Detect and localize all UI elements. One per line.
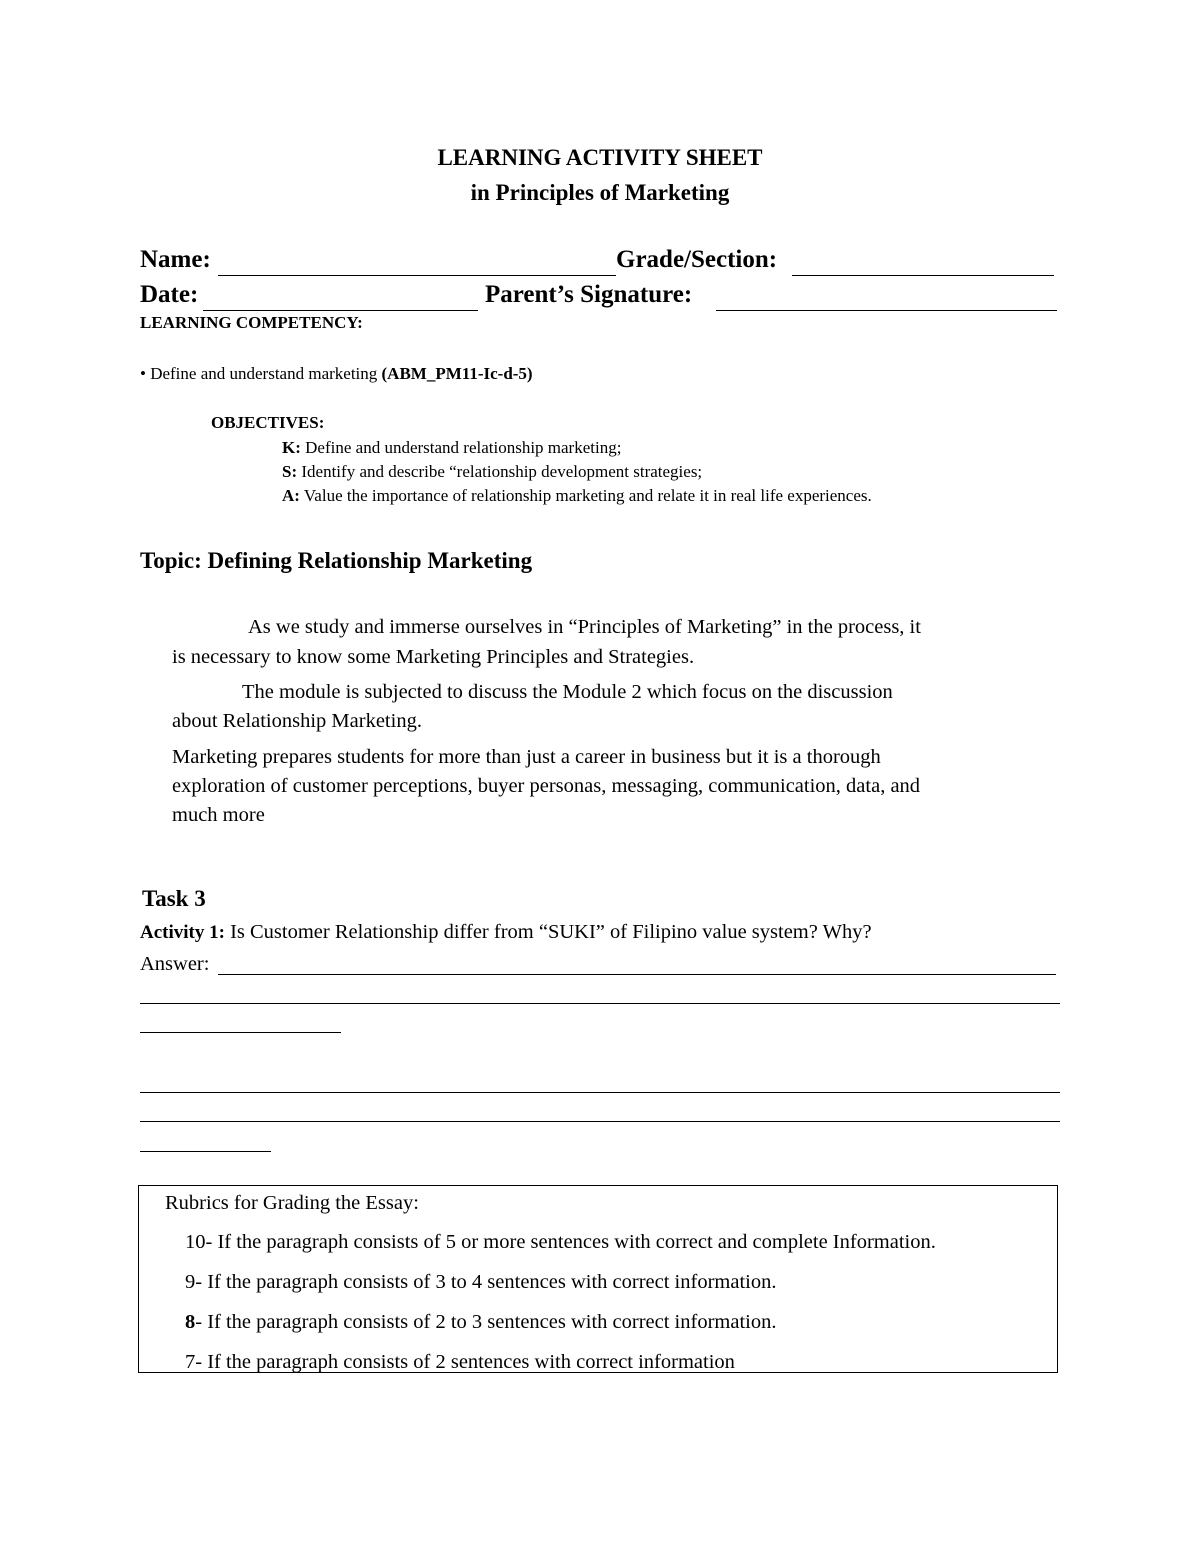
rubric-text: - If the paragraph consists of 2 to 3 sentences with correct information.	[195, 1311, 777, 1333]
intro-p3-line1: Marketing prepares students for more than just a career in business but it is a thorough	[172, 746, 881, 768]
rubric-score: 8	[185, 1311, 196, 1333]
objective-text: Identify and describe “relationship development strategies;	[301, 462, 703, 481]
answer-line[interactable]	[140, 1003, 1060, 1004]
bullet-icon: •	[140, 364, 146, 383]
date-field-line[interactable]	[203, 310, 478, 311]
sheet-subtitle: in Principles of Marketing	[470, 180, 730, 205]
date-label: Date:	[140, 281, 199, 308]
task-heading: Task 3	[142, 886, 206, 911]
objective-key: S:	[282, 462, 298, 481]
name-field-line[interactable]	[218, 275, 616, 276]
rubric-text: - If the paragraph consists of 3 to 4 sentences with correct information.	[195, 1271, 777, 1293]
parent-signature-field-line[interactable]	[716, 310, 1057, 311]
activity-label: Activity 1:	[140, 922, 225, 943]
objective-key: A:	[282, 486, 300, 505]
intro-p3-line2: exploration of customer perceptions, buyer personas, messaging, communication, data, and	[172, 775, 921, 797]
answer-line[interactable]	[140, 1092, 1060, 1093]
activity-question	[140, 921, 872, 944]
objective-text: Value the importance of relationship marketing and relate it in real life experiences.	[303, 486, 872, 505]
rubric-item	[185, 1231, 936, 1254]
objective-a	[282, 486, 872, 506]
objectives-heading: OBJECTIVES:	[211, 413, 325, 432]
rubric-score: 9	[185, 1271, 196, 1293]
objective-key: K:	[282, 438, 301, 457]
name-label: Name:	[140, 246, 211, 273]
answer-line[interactable]	[140, 1151, 271, 1152]
rubric-text: - If the paragraph consists of 2 sentences with correct information	[195, 1351, 735, 1373]
objective-text: Define and understand relationship marketing;	[305, 438, 622, 457]
competency-code: (ABM_PM11-Ic-d-5)	[381, 364, 533, 383]
competency-item	[140, 364, 533, 384]
grade-section-label: Grade/Section:	[616, 246, 778, 273]
rubric-item	[185, 1311, 776, 1334]
parent-signature-label: Parent’s Signature:	[485, 281, 693, 308]
answer-line[interactable]	[140, 1032, 341, 1033]
intro-p1-line1: As we study and immerse ourselves in “Principles of Marketing” in the process, it	[248, 616, 921, 638]
objective-s	[282, 462, 702, 482]
rubrics-heading: Rubrics for Grading the Essay:	[165, 1192, 419, 1214]
activity-text: Is Customer Relationship differ from “SUKI” of Filipino value system? Why?	[230, 921, 872, 943]
intro-p1-line2: is necessary to know some Marketing Principles and Strategies.	[172, 646, 695, 668]
intro-p3-line3: much more	[172, 804, 265, 826]
rubric-score: 7	[185, 1351, 196, 1373]
topic-heading: Topic: Defining Relationship Marketing	[140, 548, 533, 573]
rubrics-box	[138, 1185, 1058, 1373]
answer-line[interactable]	[140, 1121, 1060, 1122]
rubric-score: 10	[185, 1231, 206, 1253]
competency-heading: LEARNING COMPETENCY:	[140, 313, 363, 332]
rubric-item	[185, 1271, 776, 1294]
grade-section-field-line[interactable]	[792, 275, 1054, 276]
answer-line[interactable]	[218, 974, 1056, 975]
intro-p2-line1: The module is subjected to discuss the Module 2 which focus on the discussion	[242, 681, 893, 703]
rubric-text: - If the paragraph consists of 5 or more sentences with correct and complete Information.	[205, 1231, 936, 1253]
intro-p2-line2: about Relationship Marketing.	[172, 710, 422, 732]
sheet-title: LEARNING ACTIVITY SHEET	[437, 145, 763, 170]
rubric-item	[185, 1351, 735, 1374]
competency-text: Define and understand marketing	[150, 364, 378, 383]
answer-label: Answer:	[140, 953, 210, 975]
objective-k	[282, 438, 621, 458]
